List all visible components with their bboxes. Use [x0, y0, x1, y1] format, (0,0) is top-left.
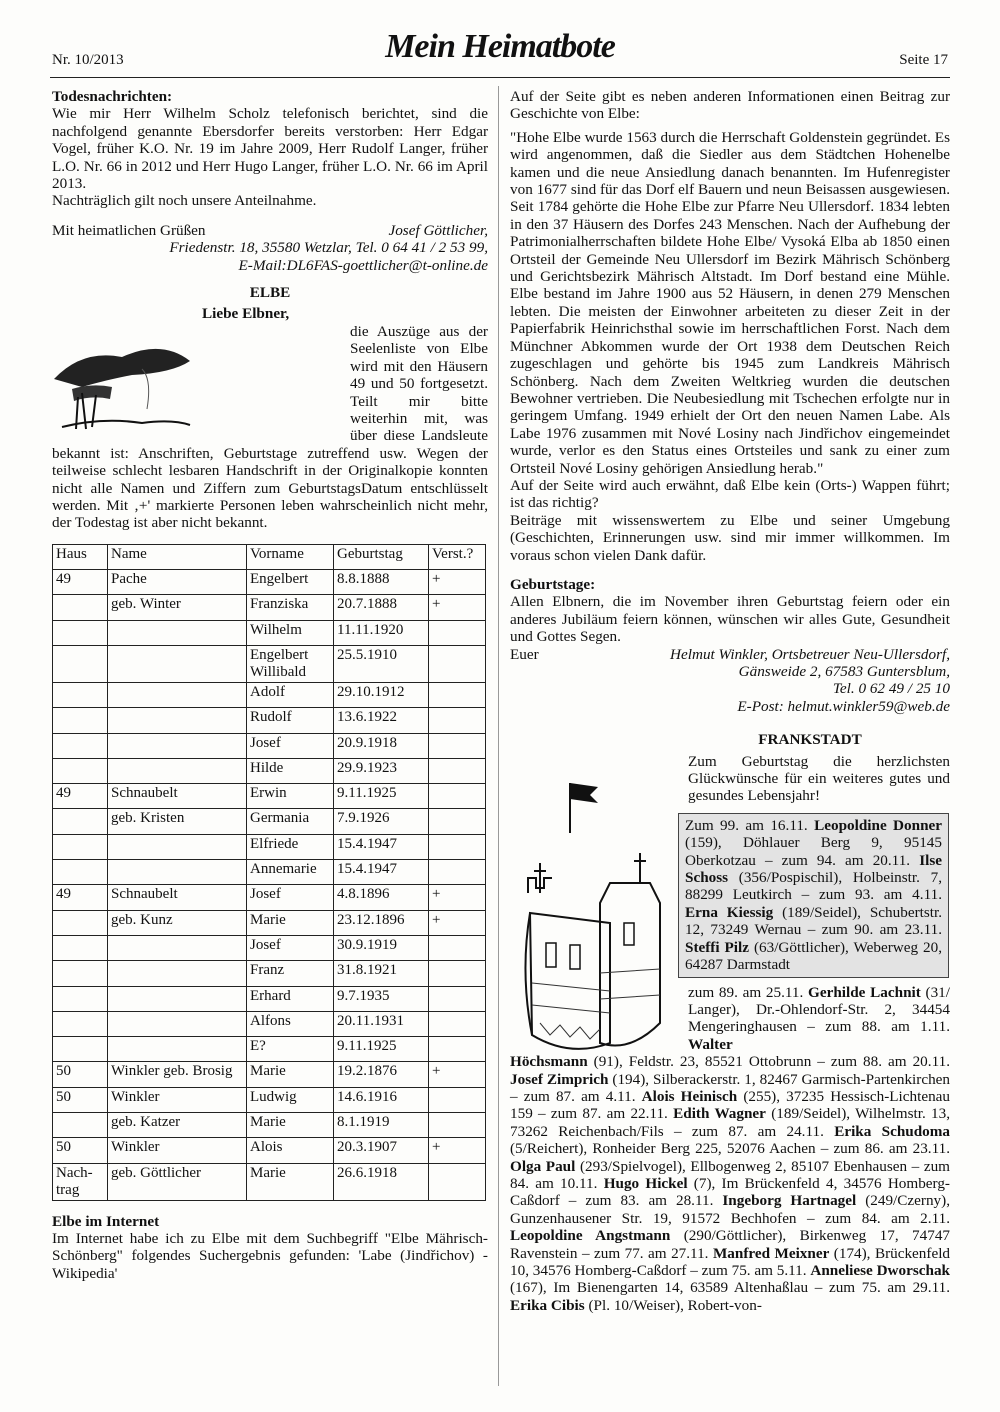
cell-geburtstag: 20.9.1918 — [334, 733, 429, 758]
cell-name: geb. Kunz — [108, 910, 247, 935]
birthday-text: Zum 99. am 16.11. — [685, 816, 815, 834]
page-number: Seite 17 — [899, 52, 948, 68]
cell-name — [108, 860, 247, 885]
birthday-text: (189/Seidel), Schubertstr. 12, 73249 Wernau – zum 90. am 23.11. — [685, 903, 942, 939]
cell-name — [108, 935, 247, 960]
cell-geburtstag: 9.7.1935 — [334, 986, 429, 1011]
cell-geburtstag: 20.11.1931 — [334, 1011, 429, 1036]
birthday-text: (293/Spielvogel), Ellbogenweg 2, 85107 Ebenhausen – zum 84. am 10.11. — [510, 1157, 950, 1192]
cell-vorname: Annemarie — [247, 860, 334, 885]
birthday-text: (356/Pospischil), Holbeinstr. 7, 88299 Leutkirch – zum 93. am 4.11. — [685, 869, 942, 904]
cell-haus: 50 — [53, 1138, 108, 1163]
person-name: Josef Zimprich — [510, 1070, 609, 1088]
cell-haus: 49 — [53, 885, 108, 910]
elbe-intro-right: Auf der Seite gibt es neben anderen Informationen einen Beitrag zur Geschichte von Elbe: — [510, 88, 950, 123]
cell-geburtstag: 13.6.1922 — [334, 708, 429, 733]
cell-vorname: Hilde — [247, 758, 334, 783]
table-row — [53, 733, 486, 758]
person-name: Manfred Meixner — [712, 1244, 830, 1262]
elbe-salutation: Liebe Elbner, — [202, 305, 290, 323]
cell-vorname: Marie — [247, 1112, 334, 1137]
cell-vorname: Engelbert — [247, 570, 334, 595]
cell-haus — [53, 910, 108, 935]
todes-closing: Nachträglich gilt noch unsere Anteilnahme. — [52, 192, 317, 210]
cell-verst — [429, 733, 486, 758]
cell-haus — [53, 595, 108, 620]
elbe-intro-block — [52, 305, 488, 531]
cell-geburtstag: 20.3.1907 — [334, 1138, 429, 1163]
cell-verst — [429, 682, 486, 707]
person-name: Erna Kiessig — [685, 903, 774, 921]
cell-name — [108, 682, 247, 707]
table-row — [53, 885, 486, 910]
cell-vorname: Wilhelm — [247, 620, 334, 645]
cell-verst: + — [429, 595, 486, 620]
cell-name: geb. Winter — [108, 595, 247, 620]
cell-name — [108, 758, 247, 783]
cell-haus — [53, 809, 108, 834]
birthday-highlight-box — [678, 813, 949, 978]
cell-vorname: Franziska — [247, 595, 334, 620]
person-name: Hugo Hickel — [603, 1174, 688, 1192]
cell-haus — [53, 645, 108, 682]
cell-verst — [429, 1011, 486, 1036]
cell-name: Winkler — [108, 1138, 247, 1163]
birthday-text: (5/Reichert), Ronheider Berg 225, 52076 Aachen – zum 86. am 23.11. — [510, 1140, 950, 1158]
cell-name — [108, 645, 247, 682]
person-name: Olga Paul — [510, 1157, 576, 1175]
cell-haus — [53, 986, 108, 1011]
cell-name: Schnaubelt — [108, 885, 247, 910]
cell-geburtstag: 15.4.1947 — [334, 834, 429, 859]
person-name: Leopoldine Donner — [814, 816, 942, 834]
cell-vorname: Germania — [247, 809, 334, 834]
elbe-history-quote: "Hohe Elbe wurde 1563 durch die Herrschaft Goldenstein gegründet. Es wird angenommen, daß die Siedler aus dem Städtchen Hohenelbe kamen und die neue Ansiedlung danach benannten. Im Hufenregister von 1677 sind für das Dorf elf Bauern und neun Beisassen ausgewiesen. Seit 1784 gehörte die Hohe Elbe zur Pfarre Neu Ullersdorf. 1834 lebten in den 37 Häusern des Dorfes 243 Menschen. Nach der Aufhebung der Patrimonialherrschaften bildete Hohe Elbe/ Vysoká Elba ab 1850 einen Ortsteil der Gemeinde Neu Ullersdorf im Bezirk Mährisch Schönberg und Gerichtsbezirk Mährisch Altstadt. Im Dorf bestand eine Mühle. Elbe bestand im Jahre 1900 aus 52 Häusern, in denen 279 Menschen lebten. Die meisten der Einwohner arbeiteten zu dieser Zeit in der Papierfabrik Heinrichsthal sowie im herrschaftlichen Forst. Nach dem Münchner Abkommen wurde der Ort 1938 dem Deutschen Reich zugeschlagen und gehörte bis 1945 zum Landkreis Mährisch Schönberg. Nach dem Zweiten Weltkrieg wurden die deutschen Bewohner vertrieben. Die Neubesiedlung mit Tschechen erfolgte nur in geringem Umfang. 1949 erhielt der Ort den neuen Namen Labe. Als Labe 1976 zusammen mit Nové Losiny nach Jindřichov eingemeindet wurde, verlor es den Status eines Ortsteiles und sank zu einer zum Ortsteil Nové Losiny gehörigen Ansiedlung herab." — [510, 128, 950, 477]
cell-geburtstag: 19.2.1876 — [334, 1062, 429, 1087]
signature-row-right — [510, 646, 950, 663]
person-name: Ilse Schoss — [685, 851, 942, 887]
cell-haus — [53, 620, 108, 645]
cell-haus — [53, 682, 108, 707]
person-name: Leopoldine Angstmann — [510, 1227, 671, 1245]
table-row — [53, 1037, 486, 1062]
table-row — [53, 682, 486, 707]
col-header-vorname: Vorname — [247, 544, 334, 569]
table-row — [53, 1062, 486, 1087]
cell-verst — [429, 935, 486, 960]
cell-name: Winkler — [108, 1087, 247, 1112]
table-row — [53, 620, 486, 645]
cell-name — [108, 733, 247, 758]
cell-geburtstag: 23.12.1896 — [334, 910, 429, 935]
signature-address: Friedenstr. 18, 35580 Wetzlar, Tel. 0 64 41 / 2 53 99, — [169, 239, 488, 257]
geburtstage-title: Geburtstage: — [510, 575, 596, 593]
table-row — [53, 1112, 486, 1137]
landscape-sketch-image — [52, 309, 192, 431]
cell-vorname: Alfons — [247, 1011, 334, 1036]
birthday-box-text — [685, 817, 942, 974]
internet-body: Im Internet habe ich zu Elbe mit dem Suchbegriff "Elbe Mährisch-Schönberg" folgendes Suchergebnis gefunden: 'Labe (Jindřichov) -Wikipedia' — [52, 1229, 488, 1282]
cell-geburtstag: 8.8.1888 — [334, 570, 429, 595]
table-row — [53, 961, 486, 986]
castle-crest-image — [510, 773, 675, 1063]
birthday-list-indented — [688, 984, 950, 1054]
wappen-question: Auf der Seite wird auch erwähnt, daß Elbe kein (Orts-) Wappen führt; ist das richtig? — [510, 476, 950, 512]
cell-verst — [429, 1087, 486, 1112]
cell-vorname: Elfriede — [247, 834, 334, 859]
cell-verst — [429, 784, 486, 809]
cell-haus: Nach-trag — [53, 1163, 108, 1200]
cell-vorname: Ludwig — [247, 1087, 334, 1112]
cell-geburtstag: 29.10.1912 — [334, 682, 429, 707]
elbe-intro: die Auszüge aus der Seelenliste von Elbe wird mit den Häusern 49 und 50 fortgesetzt. Teilt mir bitte weiterhin mit, was über diese Landsleute bekannt ist: Anschriften, Geburtstage zutreffend usw. Wegen der teilweise schlecht lesbaren Handschrift in der Originalkopie konnten nicht alle Namen und Ziffern zum GeburtstagsDatum entschlüsselt werden. Mit ‚+' markierte Personen leben wahrscheinlich nicht mehr, der Todestag ist aber nicht bekannt. — [52, 322, 488, 532]
signature-address-right: Gänsweide 2, 67583 Guntersblum, — [738, 663, 950, 680]
table-row — [53, 708, 486, 733]
cell-vorname: Erwin — [247, 784, 334, 809]
cell-geburtstag: 11.11.1920 — [334, 620, 429, 645]
cell-vorname: E? — [247, 1037, 334, 1062]
table-row — [53, 1163, 486, 1200]
birthday-text: (159), Döhlauer Berg 9, 95145 Oberkotzau – zum 94. am 20.11. — [685, 834, 942, 869]
table-row — [53, 645, 486, 682]
masthead-title: Mein Heimatbote — [385, 28, 615, 65]
person-name: Walter — [688, 1035, 733, 1053]
birthday-text: (290/Göttlicher), Birkenweg 17, 74747 Ravenstein – zum 77. am 27.11. — [510, 1227, 951, 1262]
col-header-geburtstag: Geburtstag — [334, 544, 429, 569]
cell-haus: 49 — [53, 784, 108, 809]
right-column — [510, 88, 950, 1314]
geburtstage-body: Allen Elbnern, die im November ihren Geburtstag feiern oder ein anderes Jubiläum feiern können, wünschen wir alles Gute, Gesundheit und Gottes Segen. — [510, 593, 950, 646]
frankstadt-block — [510, 753, 950, 1054]
cell-name: Winkler geb. Brosig — [108, 1062, 247, 1087]
cell-vorname: Marie — [247, 1163, 334, 1200]
cell-haus: 50 — [53, 1062, 108, 1087]
col-header-name: Name — [108, 544, 247, 569]
cell-geburtstag: 4.8.1896 — [334, 885, 429, 910]
signature-name-right: Helmut Winkler, Ortsbetreuer Neu-Ullersdorf, — [670, 645, 950, 663]
table-row — [53, 595, 486, 620]
greeting: Mit heimatlichen Grüßen — [52, 221, 206, 239]
cell-name — [108, 620, 247, 645]
cell-geburtstag: 31.8.1921 — [334, 961, 429, 986]
todes-title: Todesnachrichten: — [52, 88, 173, 105]
cell-verst — [429, 1112, 486, 1137]
elbe-heading: ELBE — [249, 284, 291, 302]
cell-verst — [429, 645, 486, 682]
cell-geburtstag: 30.9.1919 — [334, 935, 429, 960]
cell-haus — [53, 733, 108, 758]
cell-verst: + — [429, 885, 486, 910]
cell-verst: + — [429, 570, 486, 595]
cell-haus — [53, 961, 108, 986]
cell-geburtstag: 14.6.1916 — [334, 1087, 429, 1112]
cell-vorname: Alois — [247, 1138, 334, 1163]
signature-email: E-Mail:DL6FAS-goettlicher@t-online.de — [238, 256, 488, 274]
cell-vorname: Franz — [247, 961, 334, 986]
table-row — [53, 935, 486, 960]
table-row — [53, 834, 486, 859]
table-row — [53, 1011, 486, 1036]
cell-name: geb. Göttlicher — [108, 1163, 247, 1200]
table-row — [53, 1087, 486, 1112]
cell-haus — [53, 1011, 108, 1036]
left-column — [52, 88, 488, 1282]
cell-verst — [429, 809, 486, 834]
birthday-text: (63/Göttlicher), Weberweg 20, 64287 Darmstadt — [685, 938, 943, 974]
cell-geburtstag: 9.11.1925 — [334, 1037, 429, 1062]
table-row — [53, 784, 486, 809]
birthday-text: (167), Im Bienengarten 14, 63589 Altenhaßlau – zum 75. am 29.11. — [510, 1279, 950, 1297]
person-name: Höchsmann — [510, 1053, 588, 1071]
column-divider — [498, 86, 499, 1386]
cell-haus — [53, 1037, 108, 1062]
cell-name — [108, 1037, 247, 1062]
cell-name — [108, 708, 247, 733]
cell-geburtstag: 20.7.1888 — [334, 595, 429, 620]
person-name: Erika Cibis — [510, 1296, 585, 1314]
cell-geburtstag: 29.9.1923 — [334, 758, 429, 783]
cell-geburtstag: 25.5.1910 — [334, 645, 429, 682]
cell-verst — [429, 860, 486, 885]
cell-verst — [429, 708, 486, 733]
table-header-row — [53, 544, 486, 569]
table-row — [53, 1138, 486, 1163]
cell-name — [108, 834, 247, 859]
birthday-text: (Pl. 10/Weiser), Robert-von- — [584, 1296, 762, 1314]
col-header-verst: Verst.? — [429, 544, 486, 569]
birthday-text: (255), 37235 Hessisch-Lichtenau 159 – zum 87. am 22.11. — [510, 1087, 950, 1123]
cell-vorname: Engelbert Willibald — [247, 645, 334, 682]
birthday-text: (194), Silberackerstr. 1, 82467 Garmisch-Partenkirchen – zum 87. am 4.11. — [510, 1070, 950, 1105]
beitraege-note: Beiträge mit wissenswertem zu Elbe und seiner Umgebung (Geschichten, Erinnerungen usw. sind mir immer willkommen. Im voraus schon vielen Dank dafür. — [510, 511, 950, 564]
cell-verst — [429, 986, 486, 1011]
table-row — [53, 986, 486, 1011]
cell-verst: + — [429, 1062, 486, 1087]
cell-vorname: Adolf — [247, 682, 334, 707]
cell-haus — [53, 708, 108, 733]
frankstadt-intro: Zum Geburtstag die herzlichsten Glückwünsche für ein weiteres gutes und gesundes Lebensjahr! — [688, 752, 950, 805]
header-rule — [50, 77, 950, 78]
residents-table — [52, 544, 486, 1201]
cell-vorname: Josef — [247, 885, 334, 910]
todes-body: Wie mir Herr Wilhelm Scholz telefonisch berichtet, sind die nachfolgend genannte Ebersdorfer bereits verstorben: Herr Edgar Vogel, früher K.O. Nr. 19 im Jahre 2009, Herr Rudolf Langer, früher L.O. Nr. 66 in 2012 und Herr Hugo Langer, früher L.O. Nr. 66 im April 2013. — [52, 105, 488, 193]
table-row — [53, 809, 486, 834]
cell-name — [108, 961, 247, 986]
frankstadt-heading: FRANKSTADT — [758, 731, 862, 749]
birthday-list — [510, 1053, 950, 1314]
cell-geburtstag: 8.1.1919 — [334, 1112, 429, 1137]
signature-greeting-row — [52, 222, 488, 239]
cell-vorname: Marie — [247, 910, 334, 935]
table-row — [53, 758, 486, 783]
signature-tel-right: Tel. 0 62 49 / 25 10 — [832, 680, 950, 698]
cell-name: Schnaubelt — [108, 784, 247, 809]
birthday-text: (249/Czerny), Gunzenhausener Str. 19, 91572 Bechhofen – zum 84. am 2.11. — [510, 1192, 950, 1227]
cell-verst: + — [429, 1138, 486, 1163]
cell-verst: + — [429, 910, 486, 935]
table-row — [53, 860, 486, 885]
cell-haus — [53, 834, 108, 859]
birthday-text: (91), Feldstr. 23, 85521 Ottobrunn – zum 88. am 20.11. — [587, 1053, 950, 1071]
cell-haus — [53, 935, 108, 960]
table-row — [53, 570, 486, 595]
birthday-text: zum 89. am 25.11. — [688, 983, 809, 1001]
birthday-text: (7), Im Brückenfeld 4, 34576 Homberg-Caßdorf – zum 83. am 28.11. — [510, 1174, 950, 1210]
cell-name: geb. Kristen — [108, 809, 247, 834]
birthday-text: (31/ Langer), Dr.-Ohlendorf-Str. 2, 34454 Mengeringhausen – zum 88. am 1.11. — [688, 983, 950, 1036]
cell-verst — [429, 758, 486, 783]
cell-name — [108, 986, 247, 1011]
signature-email-right: E-Post: helmut.winkler59@web.de — [737, 697, 950, 715]
person-name: Edith Wagner — [673, 1105, 766, 1123]
cell-verst — [429, 834, 486, 859]
cell-verst — [429, 620, 486, 645]
cell-geburtstag: 26.6.1918 — [334, 1163, 429, 1200]
cell-haus: 50 — [53, 1087, 108, 1112]
cell-verst — [429, 961, 486, 986]
cell-haus — [53, 1112, 108, 1137]
person-name: Alois Heinisch — [641, 1087, 738, 1105]
person-name: Erika Schudoma — [834, 1122, 950, 1140]
cell-name: Pache — [108, 570, 247, 595]
cell-name: geb. Katzer — [108, 1112, 247, 1137]
person-name: Ingeborg Hartnagel — [722, 1192, 857, 1210]
col-header-haus: Haus — [53, 544, 108, 569]
table-body — [53, 570, 486, 1201]
table-row — [53, 910, 486, 935]
cell-vorname: Josef — [247, 733, 334, 758]
issue-number: Nr. 10/2013 — [52, 52, 124, 68]
cell-geburtstag: 9.11.1925 — [334, 784, 429, 809]
person-name: Gerhilde Lachnit — [808, 983, 921, 1001]
person-name: Steffi Pilz — [685, 938, 749, 956]
cell-haus — [53, 860, 108, 885]
person-name: Anneliese Dworschak — [810, 1262, 951, 1279]
internet-title: Elbe im Internet — [52, 1212, 160, 1230]
signature-name: Josef Göttlicher, — [388, 221, 488, 239]
birthday-text: (174), Brückenfeld 10, 34576 Homberg-Caßdorf – zum 75. am 5.11. — [510, 1244, 951, 1279]
cell-vorname: Josef — [247, 935, 334, 960]
cell-verst — [429, 1037, 486, 1062]
cell-haus — [53, 758, 108, 783]
cell-geburtstag: 7.9.1926 — [334, 809, 429, 834]
euer-label: Euer — [510, 645, 539, 663]
cell-name — [108, 1011, 247, 1036]
cell-geburtstag: 15.4.1947 — [334, 860, 429, 885]
cell-haus: 49 — [53, 570, 108, 595]
cell-verst — [429, 1163, 486, 1200]
cell-vorname: Erhard — [247, 986, 334, 1011]
cell-vorname: Marie — [247, 1062, 334, 1087]
cell-vorname: Rudolf — [247, 708, 334, 733]
birthday-text: (189/Seidel), Wilhelmstr. 13, 73262 Reichenbach/Fils – zum 87. am 24.11. — [510, 1105, 951, 1140]
